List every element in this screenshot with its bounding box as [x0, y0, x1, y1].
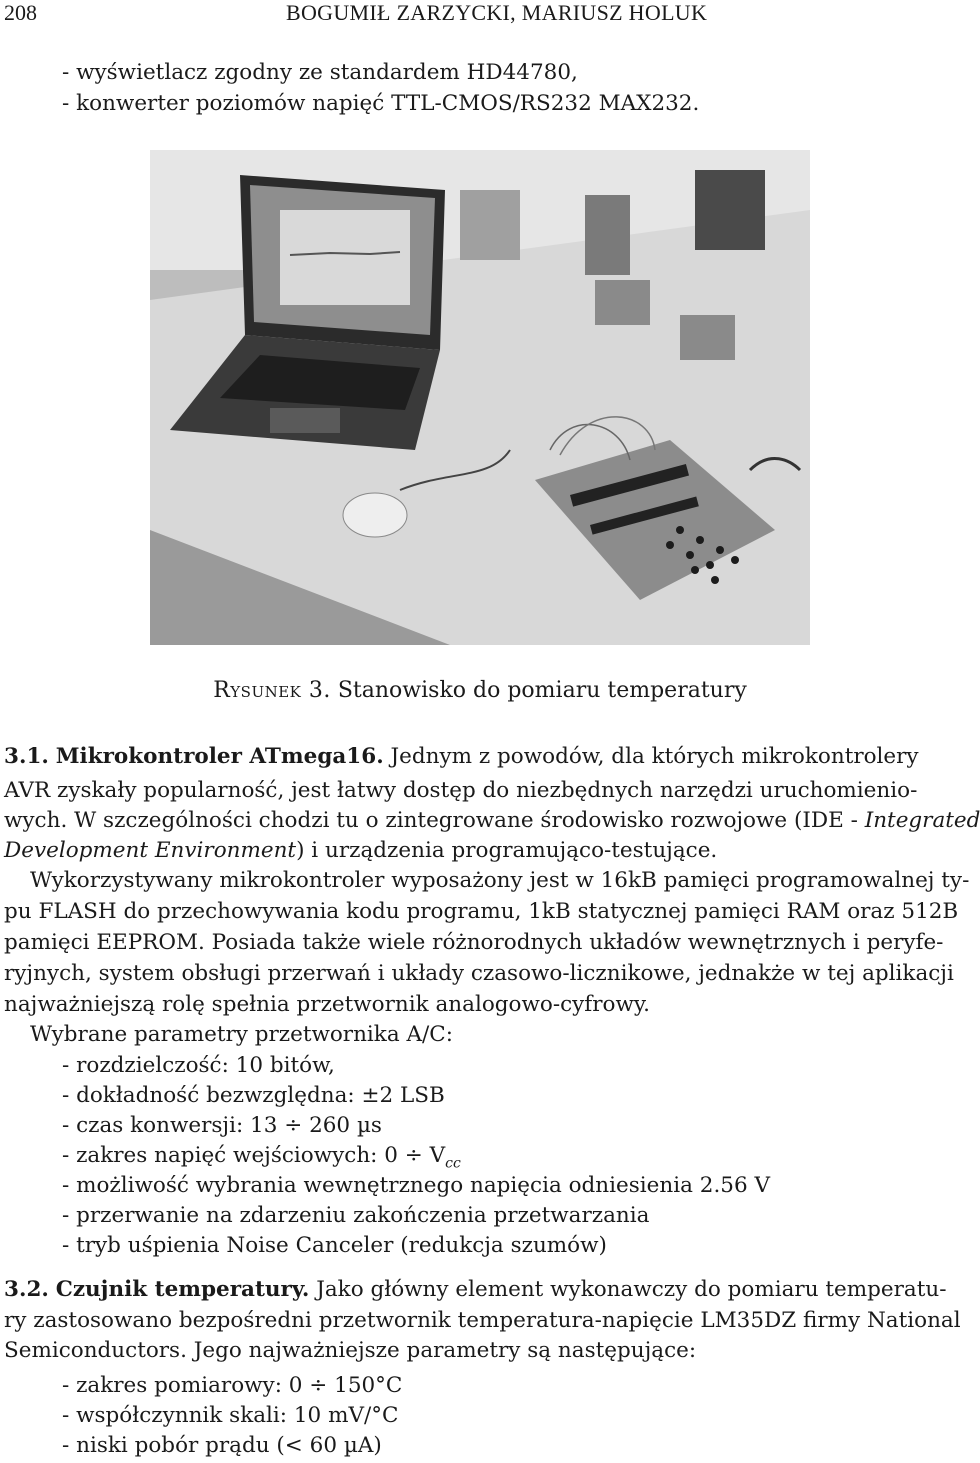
- list-item: - możliwość wybrania wewnętrznego napięcia odniesienia 2.56 V: [62, 1173, 770, 1198]
- paragraph-line: Wybrane parametry przetwornika A/C:: [30, 1022, 453, 1047]
- running-header: [0, 0, 960, 28]
- paragraph-line: Wykorzystywany mikrokontroler wyposażony jest w 16kB pamięci programowalnej ty-: [30, 868, 970, 893]
- list-item: - dokładność bezwzględna: ±2 LSB: [62, 1083, 445, 1108]
- paragraph-text: ) i urządzenia programująco-testujące.: [296, 838, 718, 863]
- list-item-text: - zakres napięć wejściowych: 0 ÷ V: [62, 1143, 446, 1168]
- section-number: 3.1.: [4, 744, 49, 769]
- paragraph-line: Semiconductors. Jego najważniejsze parametry są następujące:: [4, 1338, 697, 1363]
- paragraph-line: [4, 806, 980, 836]
- figure-photo-measurement-station: [150, 150, 810, 645]
- list-item: - współczynnik skali: 10 mV/°C: [62, 1403, 399, 1428]
- list-item: - konwerter poziomów napięć TTL-CMOS/RS232 MAX232.: [62, 91, 700, 116]
- paragraph-line: ryjnych, system obsługi przerwań i układy czasowo-licznikowe, jednakże w tej aplikacji: [4, 961, 954, 986]
- list-item: - przerwanie na zdarzeniu zakończenia przetwarzania: [62, 1203, 650, 1228]
- paragraph-line: pu FLASH do przechowywania kodu programu, 1kB statycznej pamięci RAM oraz 512B: [4, 899, 959, 924]
- subscript: cc: [445, 1155, 461, 1172]
- paragraph-line: [4, 836, 717, 866]
- section-3-1-first-line: [4, 742, 919, 772]
- paragraph-line: pamięci EEPROM. Posiada także wiele różnorodnych układów wewnętrznych i peryfe-: [4, 930, 944, 955]
- list-item: - rozdzielczość: 10 bitów,: [62, 1053, 335, 1078]
- section-title: Czujnik temperatury.: [55, 1277, 310, 1302]
- section-number: 3.2.: [4, 1277, 49, 1302]
- section-title: Mikrokontroler ATmega16.: [55, 744, 384, 769]
- paragraph-text: Jednym z powodów, dla których mikrokontrolery: [390, 744, 919, 769]
- photo-illustration: [150, 150, 810, 645]
- running-head-authors: BOGUMIŁ ZARZYCKI, MARIUSZ HOLUK: [286, 0, 708, 25]
- figure-caption-text: Stanowisko do pomiaru temperatury: [337, 678, 747, 703]
- page-number: 208: [4, 0, 37, 25]
- paragraph-text: Jako główny element wykonawczy do pomiaru temperatu-: [316, 1277, 947, 1302]
- list-item: - wyświetlacz zgodny ze standardem HD44780,: [62, 60, 578, 85]
- section-3-2-first-line: [4, 1275, 946, 1305]
- italic-term: Development Environment: [4, 838, 297, 863]
- figure-label: Rysunek 3.: [213, 678, 331, 703]
- italic-term: Integrated: [864, 808, 980, 833]
- list-item: - czas konwersji: 13 ÷ 260 µs: [62, 1113, 382, 1138]
- list-item: - zakres pomiarowy: 0 ÷ 150°C: [62, 1373, 403, 1398]
- list-item: - tryb uśpienia Noise Canceler (redukcja szumów): [62, 1233, 607, 1258]
- paragraph-line: najważniejszą rolę spełnia przetwornik analogowo-cyfrowy.: [4, 992, 650, 1017]
- paragraph-line: ry zastosowano bezpośredni przetwornik temperatura-napięcie LM35DZ firmy National: [4, 1308, 961, 1333]
- paragraph-text: wych. W szczególności chodzi tu o zintegrowane środowisko rozwojowe (IDE -: [4, 808, 865, 833]
- list-item: - niski pobór prądu (< 60 µA): [62, 1433, 382, 1458]
- paragraph-line: AVR zyskały popularność, jest łatwy dostęp do niezbędnych narzędzi uruchomienio-: [4, 778, 918, 803]
- figure-caption: [0, 676, 960, 706]
